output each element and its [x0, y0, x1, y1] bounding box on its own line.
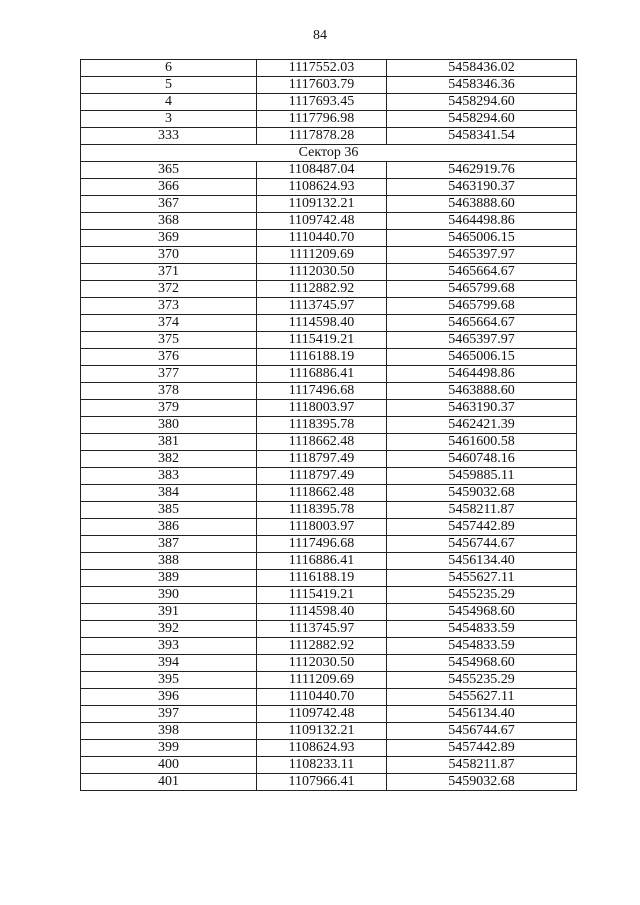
y-coordinate-cell: 5458436.02 — [387, 60, 577, 77]
x-coordinate-cell: 1118395.78 — [257, 502, 387, 519]
point-number-cell: 387 — [81, 536, 257, 553]
x-coordinate-cell: 1108233.11 — [257, 757, 387, 774]
x-coordinate-cell: 1112882.92 — [257, 281, 387, 298]
table-row — [81, 434, 577, 451]
x-coordinate-cell: 1116886.41 — [257, 366, 387, 383]
table-row — [81, 111, 577, 128]
x-coordinate-cell: 1118797.49 — [257, 451, 387, 468]
x-coordinate-cell: 1110440.70 — [257, 230, 387, 247]
point-number-cell: 400 — [81, 757, 257, 774]
y-coordinate-cell: 5465006.15 — [387, 230, 577, 247]
table-row — [81, 519, 577, 536]
table-row — [81, 349, 577, 366]
table-row — [81, 502, 577, 519]
table-row — [81, 774, 577, 791]
x-coordinate-cell: 1118797.49 — [257, 468, 387, 485]
y-coordinate-cell: 5459032.68 — [387, 485, 577, 502]
table-row — [81, 621, 577, 638]
x-coordinate-cell: 1113745.97 — [257, 621, 387, 638]
y-coordinate-cell: 5458211.87 — [387, 502, 577, 519]
table-row — [81, 230, 577, 247]
point-number-cell: 393 — [81, 638, 257, 655]
y-coordinate-cell: 5456744.67 — [387, 536, 577, 553]
point-number-cell: 4 — [81, 94, 257, 111]
y-coordinate-cell: 5457442.89 — [387, 740, 577, 757]
table-row — [81, 213, 577, 230]
point-number-cell: 378 — [81, 383, 257, 400]
y-coordinate-cell: 5461600.58 — [387, 434, 577, 451]
point-number-cell: 398 — [81, 723, 257, 740]
point-number-cell: 367 — [81, 196, 257, 213]
point-number-cell: 383 — [81, 468, 257, 485]
table-row — [81, 638, 577, 655]
x-coordinate-cell: 1116188.19 — [257, 570, 387, 587]
x-coordinate-cell: 1110440.70 — [257, 689, 387, 706]
x-coordinate-cell: 1108624.93 — [257, 740, 387, 757]
point-number-cell: 390 — [81, 587, 257, 604]
y-coordinate-cell: 5465799.68 — [387, 298, 577, 315]
x-coordinate-cell: 1111209.69 — [257, 247, 387, 264]
point-number-cell: 391 — [81, 604, 257, 621]
y-coordinate-cell: 5455235.29 — [387, 587, 577, 604]
x-coordinate-cell: 1117603.79 — [257, 77, 387, 94]
y-coordinate-cell: 5463888.60 — [387, 196, 577, 213]
y-coordinate-cell: 5460748.16 — [387, 451, 577, 468]
point-number-cell: 365 — [81, 162, 257, 179]
table-row — [81, 366, 577, 383]
x-coordinate-cell: 1114598.40 — [257, 604, 387, 621]
y-coordinate-cell: 5454968.60 — [387, 655, 577, 672]
x-coordinate-cell: 1115419.21 — [257, 332, 387, 349]
y-coordinate-cell: 5463888.60 — [387, 383, 577, 400]
point-number-cell: 394 — [81, 655, 257, 672]
point-number-cell: 370 — [81, 247, 257, 264]
table-row — [81, 179, 577, 196]
table-row — [81, 264, 577, 281]
y-coordinate-cell: 5465397.97 — [387, 332, 577, 349]
table-row — [81, 94, 577, 111]
x-coordinate-cell: 1111209.69 — [257, 672, 387, 689]
table-row — [81, 485, 577, 502]
table-row — [81, 587, 577, 604]
table-row — [81, 570, 577, 587]
x-coordinate-cell: 1117552.03 — [257, 60, 387, 77]
x-coordinate-cell: 1107966.41 — [257, 774, 387, 791]
table-body-before-sector — [81, 60, 577, 145]
table-row — [81, 468, 577, 485]
table-row — [81, 417, 577, 434]
y-coordinate-cell: 5455627.11 — [387, 689, 577, 706]
table-row — [81, 196, 577, 213]
x-coordinate-cell: 1117796.98 — [257, 111, 387, 128]
point-number-cell: 6 — [81, 60, 257, 77]
point-number-cell: 397 — [81, 706, 257, 723]
point-number-cell: 382 — [81, 451, 257, 468]
x-coordinate-cell: 1117496.68 — [257, 383, 387, 400]
table-row — [81, 298, 577, 315]
point-number-cell: 399 — [81, 740, 257, 757]
table-row — [81, 162, 577, 179]
y-coordinate-cell: 5454833.59 — [387, 621, 577, 638]
y-coordinate-cell: 5454968.60 — [387, 604, 577, 621]
table-row — [81, 281, 577, 298]
x-coordinate-cell: 1112030.50 — [257, 264, 387, 281]
y-coordinate-cell: 5463190.37 — [387, 179, 577, 196]
y-coordinate-cell: 5463190.37 — [387, 400, 577, 417]
table-row — [81, 706, 577, 723]
table-row — [81, 757, 577, 774]
y-coordinate-cell: 5465397.97 — [387, 247, 577, 264]
y-coordinate-cell: 5456744.67 — [387, 723, 577, 740]
table-body-sector-36 — [81, 162, 577, 791]
point-number-cell: 374 — [81, 315, 257, 332]
table-row — [81, 604, 577, 621]
point-number-cell: 381 — [81, 434, 257, 451]
x-coordinate-cell: 1112030.50 — [257, 655, 387, 672]
x-coordinate-cell: 1113745.97 — [257, 298, 387, 315]
y-coordinate-cell: 5458294.60 — [387, 94, 577, 111]
table-row — [81, 655, 577, 672]
x-coordinate-cell: 1109132.21 — [257, 196, 387, 213]
table-row — [81, 383, 577, 400]
point-number-cell: 392 — [81, 621, 257, 638]
x-coordinate-cell: 1109132.21 — [257, 723, 387, 740]
x-coordinate-cell: 1117878.28 — [257, 128, 387, 145]
y-coordinate-cell: 5464498.86 — [387, 366, 577, 383]
x-coordinate-cell: 1116886.41 — [257, 553, 387, 570]
table-row — [81, 332, 577, 349]
x-coordinate-cell: 1109742.48 — [257, 213, 387, 230]
x-coordinate-cell: 1118395.78 — [257, 417, 387, 434]
y-coordinate-cell: 5465006.15 — [387, 349, 577, 366]
point-number-cell: 372 — [81, 281, 257, 298]
point-number-cell: 385 — [81, 502, 257, 519]
point-number-cell: 373 — [81, 298, 257, 315]
x-coordinate-cell: 1118662.48 — [257, 485, 387, 502]
x-coordinate-cell: 1116188.19 — [257, 349, 387, 366]
sector-label: Сектор 36 — [81, 145, 577, 162]
point-number-cell: 388 — [81, 553, 257, 570]
table-row — [81, 315, 577, 332]
table-row — [81, 553, 577, 570]
sector-row — [81, 145, 577, 162]
y-coordinate-cell: 5462421.39 — [387, 417, 577, 434]
point-number-cell: 396 — [81, 689, 257, 706]
table-row — [81, 536, 577, 553]
page-number: 84 — [313, 28, 327, 43]
x-coordinate-cell: 1118003.97 — [257, 519, 387, 536]
y-coordinate-cell: 5455235.29 — [387, 672, 577, 689]
y-coordinate-cell: 5462919.76 — [387, 162, 577, 179]
y-coordinate-cell: 5459032.68 — [387, 774, 577, 791]
point-number-cell: 384 — [81, 485, 257, 502]
point-number-cell: 368 — [81, 213, 257, 230]
point-number-cell: 333 — [81, 128, 257, 145]
x-coordinate-cell: 1112882.92 — [257, 638, 387, 655]
y-coordinate-cell: 5456134.40 — [387, 706, 577, 723]
point-number-cell: 377 — [81, 366, 257, 383]
y-coordinate-cell: 5458346.36 — [387, 77, 577, 94]
x-coordinate-cell: 1108487.04 — [257, 162, 387, 179]
coordinates-table — [80, 59, 577, 791]
y-coordinate-cell: 5458211.87 — [387, 757, 577, 774]
point-number-cell: 401 — [81, 774, 257, 791]
point-number-cell: 379 — [81, 400, 257, 417]
table-row — [81, 247, 577, 264]
table-row — [81, 672, 577, 689]
y-coordinate-cell: 5454833.59 — [387, 638, 577, 655]
y-coordinate-cell: 5465799.68 — [387, 281, 577, 298]
y-coordinate-cell: 5465664.67 — [387, 264, 577, 281]
x-coordinate-cell: 1117693.45 — [257, 94, 387, 111]
point-number-cell: 395 — [81, 672, 257, 689]
point-number-cell: 3 — [81, 111, 257, 128]
point-number-cell: 366 — [81, 179, 257, 196]
table-row — [81, 60, 577, 77]
point-number-cell: 5 — [81, 77, 257, 94]
point-number-cell: 371 — [81, 264, 257, 281]
point-number-cell: 369 — [81, 230, 257, 247]
y-coordinate-cell: 5458341.54 — [387, 128, 577, 145]
table-row — [81, 740, 577, 757]
x-coordinate-cell: 1115419.21 — [257, 587, 387, 604]
x-coordinate-cell: 1114598.40 — [257, 315, 387, 332]
x-coordinate-cell: 1109742.48 — [257, 706, 387, 723]
y-coordinate-cell: 5455627.11 — [387, 570, 577, 587]
y-coordinate-cell: 5459885.11 — [387, 468, 577, 485]
y-coordinate-cell: 5464498.86 — [387, 213, 577, 230]
x-coordinate-cell: 1118662.48 — [257, 434, 387, 451]
y-coordinate-cell: 5458294.60 — [387, 111, 577, 128]
point-number-cell: 389 — [81, 570, 257, 587]
point-number-cell: 376 — [81, 349, 257, 366]
point-number-cell: 386 — [81, 519, 257, 536]
point-number-cell: 375 — [81, 332, 257, 349]
table-row — [81, 128, 577, 145]
table-row — [81, 400, 577, 417]
x-coordinate-cell: 1108624.93 — [257, 179, 387, 196]
table-row — [81, 77, 577, 94]
x-coordinate-cell: 1118003.97 — [257, 400, 387, 417]
y-coordinate-cell: 5456134.40 — [387, 553, 577, 570]
point-number-cell: 380 — [81, 417, 257, 434]
table-row — [81, 451, 577, 468]
y-coordinate-cell: 5457442.89 — [387, 519, 577, 536]
table-row — [81, 723, 577, 740]
sector-heading-body — [81, 145, 577, 162]
table-row — [81, 689, 577, 706]
x-coordinate-cell: 1117496.68 — [257, 536, 387, 553]
y-coordinate-cell: 5465664.67 — [387, 315, 577, 332]
